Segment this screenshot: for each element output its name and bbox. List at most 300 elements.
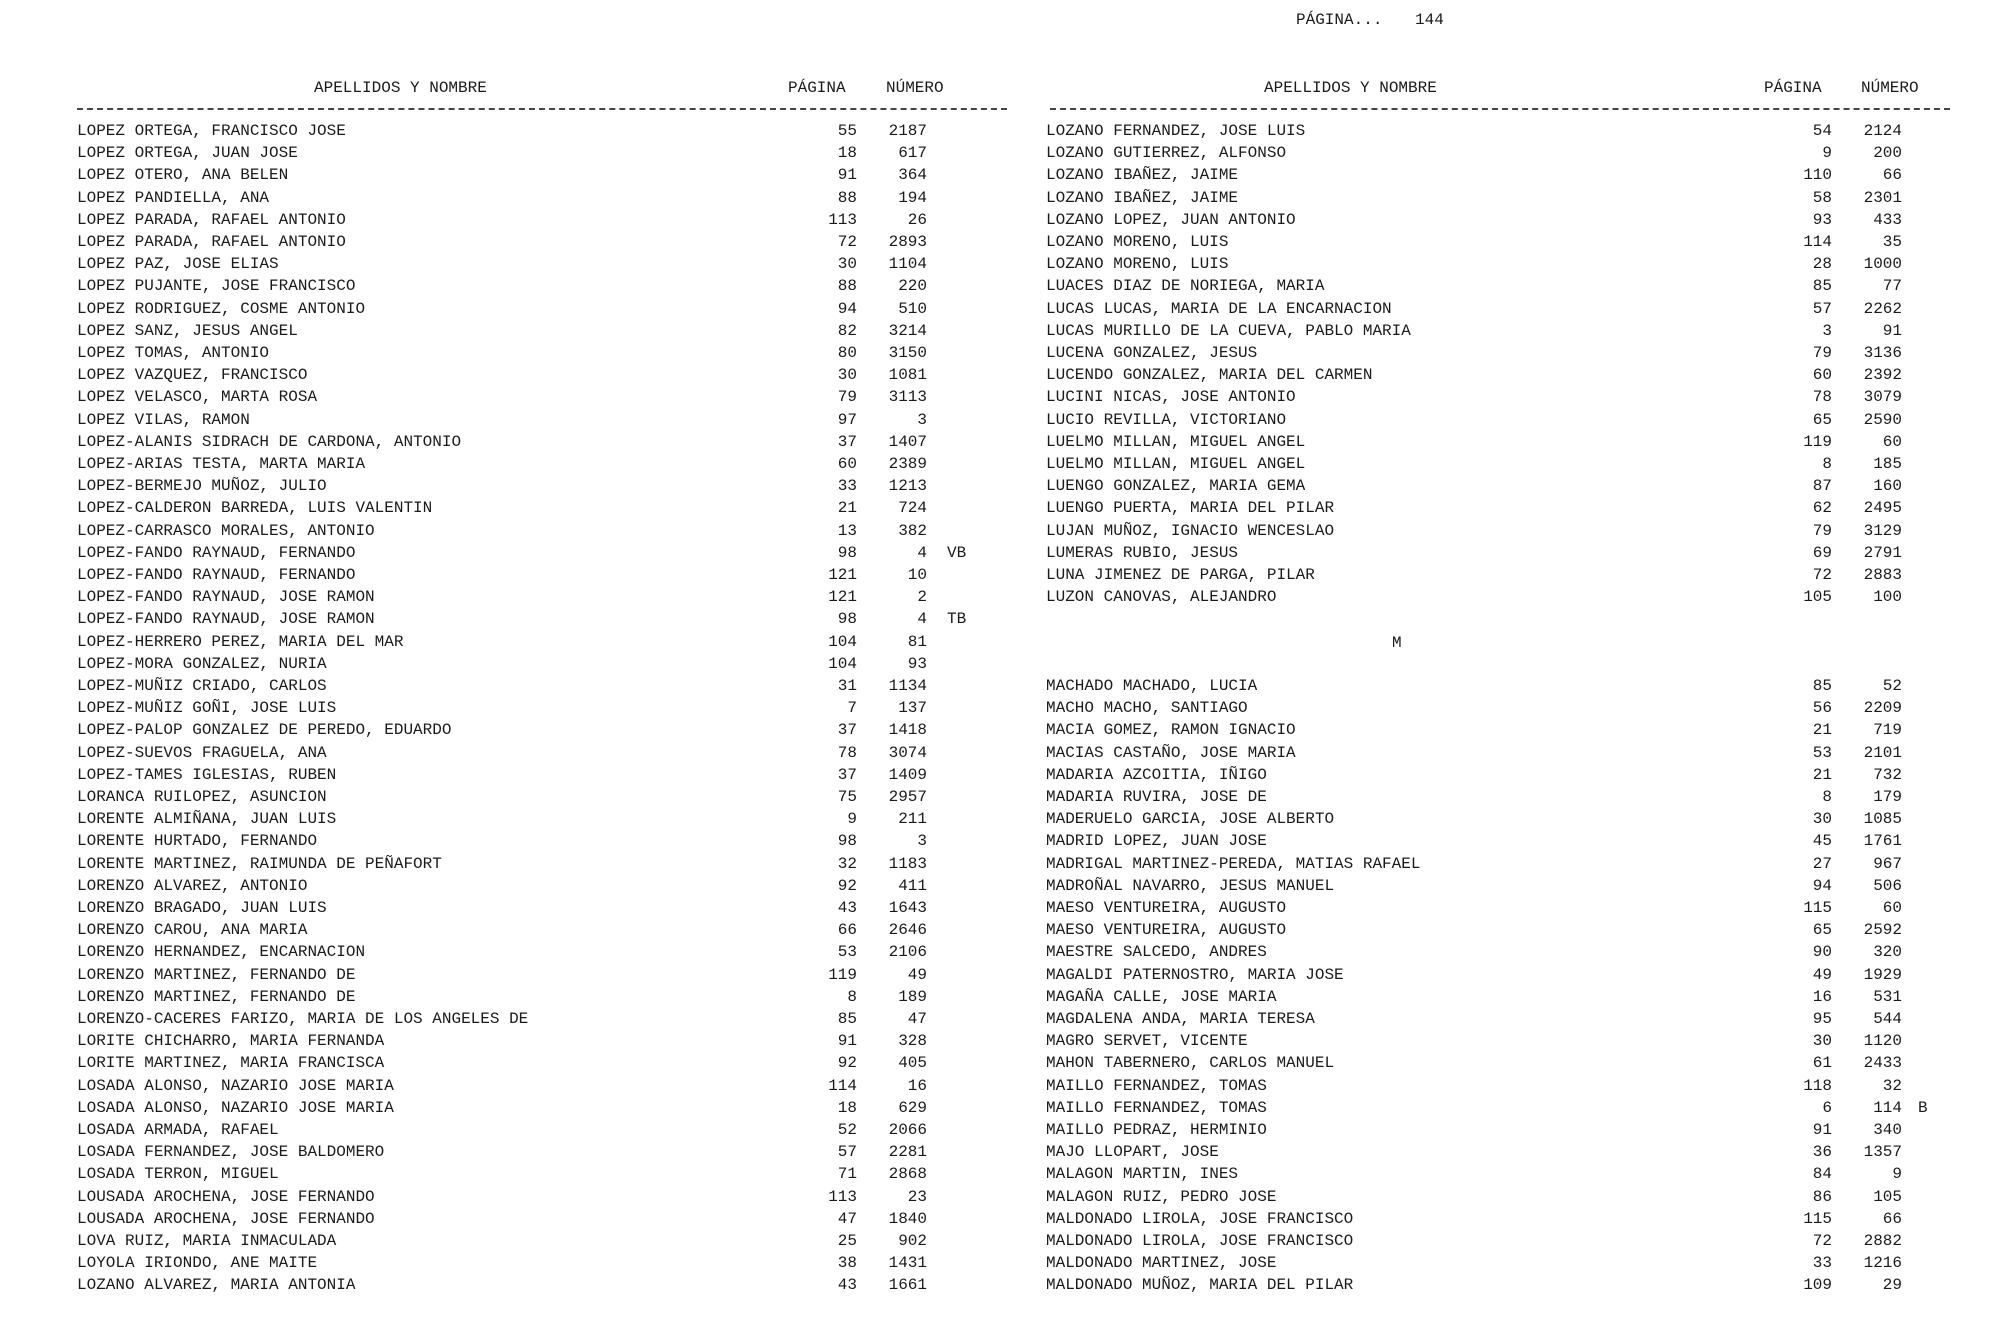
entry-numero: 732 xyxy=(1873,765,1902,784)
entry-numero: 194 xyxy=(898,188,927,207)
entry-suffix: B xyxy=(1918,1098,1928,1117)
entry-pagina: 21 xyxy=(1812,765,1832,784)
entry-name: LUCIO REVILLA, VICTORIANO xyxy=(1046,410,1287,429)
entry-numero: 200 xyxy=(1873,144,1902,163)
entry-name: LOPEZ-ARIAS TESTA, MARTA MARIA xyxy=(77,455,366,473)
entry-numero: 719 xyxy=(1873,721,1902,740)
left-header-divider xyxy=(77,108,1007,110)
entry-pagina: 104 xyxy=(828,632,857,651)
entry-pagina: 45 xyxy=(1812,832,1832,851)
entry-pagina: 115 xyxy=(1803,1209,1832,1228)
entry-numero: 2066 xyxy=(888,1121,927,1139)
entry-name: LOPEZ TOMAS, ANTONIO xyxy=(77,344,270,362)
entry-pagina: 32 xyxy=(837,854,857,873)
left-header-name: APELLIDOS Y NOMBRE xyxy=(314,79,487,97)
entry-pagina: 71 xyxy=(837,1165,857,1184)
entry-name: LOPEZ-ALANIS SIDRACH DE CARDONA, ANTONIO xyxy=(77,432,462,451)
entry-name: MAGALDI PATERNOSTRO, MARIA JOSE xyxy=(1046,965,1344,984)
entry-name: MALDONADO MARTINEZ, JOSE xyxy=(1046,1254,1277,1273)
entry-pagina: 56 xyxy=(1812,699,1832,718)
entry-name: MAESO VENTUREIRA, AUGUSTO xyxy=(1046,921,1287,940)
entry-name: MADARIA RUVIRA, JOSE DE xyxy=(1046,788,1267,806)
entry-numero: 2590 xyxy=(1863,410,1902,429)
entry-pagina: 66 xyxy=(837,921,857,940)
entry-name: LORENZO CAROU, ANA MARIA xyxy=(77,921,308,940)
entry-numero: 52 xyxy=(1882,677,1902,695)
page-header-label: PÁGINA... xyxy=(1296,11,1383,29)
left-header-numero: NÚMERO xyxy=(886,79,944,97)
entry-pagina: 43 xyxy=(837,899,857,917)
entry-pagina: 72 xyxy=(1812,566,1832,584)
entry-pagina: 8 xyxy=(1822,455,1832,473)
entry-name: LOUSADA AROCHENA, JOSE FERNANDO xyxy=(77,1209,375,1228)
entry-pagina: 87 xyxy=(1812,477,1832,496)
entry-numero: 902 xyxy=(898,1232,927,1250)
entry-pagina: 65 xyxy=(1812,410,1832,429)
entry-numero: 1104 xyxy=(888,255,927,274)
entry-numero: 60 xyxy=(1882,432,1902,451)
entry-numero: 510 xyxy=(898,299,927,318)
entry-name: LORENZO ALVAREZ, ANTONIO xyxy=(77,876,308,895)
entry-name: LORENTE HURTADO, FERNANDO xyxy=(77,832,318,851)
entry-name: MADRIGAL MARTINEZ-PEREDA, MATIAS RAFAEL xyxy=(1046,854,1421,873)
entry-pagina: 30 xyxy=(1812,810,1832,829)
entry-pagina: 79 xyxy=(1812,521,1832,540)
entry-pagina: 53 xyxy=(1812,743,1832,762)
entry-name: LUZON CANOVAS, ALEJANDRO xyxy=(1046,588,1277,607)
entry-numero: 60 xyxy=(1882,899,1902,917)
entry-pagina: 9 xyxy=(847,810,857,829)
entry-pagina: 91 xyxy=(1812,1121,1832,1139)
left-header-pagina: PÁGINA xyxy=(788,79,846,97)
entry-numero: 220 xyxy=(898,277,927,296)
entry-pagina: 92 xyxy=(837,1054,857,1073)
entry-name: LOPEZ-FANDO RAYNAUD, FERNANDO xyxy=(77,543,356,562)
entry-name: LUNA JIMENEZ DE PARGA, PILAR xyxy=(1046,566,1315,584)
page-number: 144 xyxy=(1415,11,1444,29)
entry-numero: 1409 xyxy=(888,765,927,784)
entry-name: LOPEZ ORTEGA, FRANCISCO JOSE xyxy=(77,122,346,140)
entry-name: LOZANO FERNANDEZ, JOSE LUIS xyxy=(1046,122,1306,140)
entry-pagina: 13 xyxy=(837,521,857,540)
entry-pagina: 54 xyxy=(1812,122,1832,140)
entry-pagina: 3 xyxy=(1822,321,1832,340)
entry-numero: 2101 xyxy=(1863,743,1902,762)
entry-numero: 26 xyxy=(907,210,927,229)
entry-pagina: 88 xyxy=(837,277,857,296)
entry-name: LUACES DIAZ DE NORIEGA, MARIA xyxy=(1046,277,1325,296)
entry-numero: 77 xyxy=(1882,277,1902,296)
entry-pagina: 8 xyxy=(847,987,857,1006)
entry-numero: 382 xyxy=(898,521,927,540)
entry-numero: 1929 xyxy=(1863,965,1902,984)
entry-name: LUELMO MILLAN, MIGUEL ANGEL xyxy=(1046,455,1306,473)
entry-name: MAESO VENTUREIRA, AUGUSTO xyxy=(1046,899,1287,917)
entry-pagina: 9 xyxy=(1822,144,1832,163)
entry-name: LOPEZ-HERRERO PEREZ, MARIA DEL MAR xyxy=(77,632,404,651)
entry-numero: 179 xyxy=(1873,788,1902,806)
entry-numero: 2281 xyxy=(888,1143,927,1162)
entry-pagina: 79 xyxy=(1812,344,1832,362)
entry-pagina: 85 xyxy=(1812,277,1832,296)
entry-numero: 2883 xyxy=(1863,566,1902,584)
entry-pagina: 79 xyxy=(837,388,857,407)
entry-numero: 185 xyxy=(1873,455,1902,473)
entry-numero: 411 xyxy=(898,876,927,895)
entry-numero: 2882 xyxy=(1863,1232,1902,1250)
entry-name: LOPEZ-CALDERON BARREDA, LUIS VALENTIN xyxy=(77,499,433,518)
entry-pagina: 57 xyxy=(1812,299,1832,318)
entry-numero: 114 xyxy=(1873,1098,1902,1117)
entry-pagina: 93 xyxy=(1812,210,1832,229)
entry-pagina: 84 xyxy=(1812,1165,1832,1184)
entry-numero: 405 xyxy=(898,1054,927,1073)
entry-name: LUCAS MURILLO DE LA CUEVA, PABLO MARIA xyxy=(1046,321,1411,340)
entry-name: LUMERAS RUBIO, JESUS xyxy=(1046,543,1239,562)
entry-numero: 10 xyxy=(907,566,927,584)
entry-name: MAGAÑA CALLE, JOSE MARIA xyxy=(1046,987,1277,1006)
entry-pagina: 62 xyxy=(1812,499,1832,518)
entry-name: LOZANO LOPEZ, JUAN ANTONIO xyxy=(1046,210,1296,229)
entry-pagina: 80 xyxy=(837,344,857,362)
entry-pagina: 88 xyxy=(837,188,857,207)
entry-name: MALDONADO MUÑOZ, MARIA DEL PILAR xyxy=(1046,1276,1354,1295)
entry-name: MADRID LOPEZ, JUAN JOSE xyxy=(1046,832,1267,851)
entry-name: MAJO LLOPART, JOSE xyxy=(1046,1143,1219,1162)
entry-name: MAGDALENA ANDA, MARIA TERESA xyxy=(1046,1010,1315,1028)
entry-name: LOPEZ ORTEGA, JUAN JOSE xyxy=(77,144,298,163)
entry-name: LORITE CHICHARRO, MARIA FERNANDA xyxy=(77,1032,385,1051)
entry-pagina: 25 xyxy=(837,1232,857,1250)
entry-name: LUCAS LUCAS, MARIA DE LA ENCARNACION xyxy=(1046,299,1392,318)
entry-name: MALAGON MARTIN, INES xyxy=(1046,1165,1239,1184)
entry-numero: 3214 xyxy=(888,321,927,340)
entry-pagina: 78 xyxy=(1812,388,1832,407)
entry-name: LOPEZ-TAMES IGLESIAS, RUBEN xyxy=(77,765,337,784)
entry-name: MAHON TABERNERO, CARLOS MANUEL xyxy=(1046,1054,1335,1073)
entry-numero: 1418 xyxy=(888,721,927,740)
entry-pagina: 121 xyxy=(828,566,857,584)
entry-numero: 531 xyxy=(1873,987,1902,1006)
entry-numero: 328 xyxy=(898,1032,927,1051)
entry-numero: 9 xyxy=(1892,1165,1902,1184)
entry-pagina: 113 xyxy=(828,210,857,229)
entry-name: LORENTE MARTINEZ, RAIMUNDA DE PEÑAFORT xyxy=(77,854,442,873)
entry-pagina: 98 xyxy=(837,610,857,629)
entry-numero: 47 xyxy=(907,1010,927,1028)
entry-name: LOZANO GUTIERREZ, ALFONSO xyxy=(1046,144,1287,163)
entry-pagina: 75 xyxy=(837,788,857,806)
entry-numero: 137 xyxy=(898,699,927,718)
entry-numero: 2868 xyxy=(888,1165,927,1184)
entry-name: LOSADA ALONSO, NAZARIO JOSE MARIA xyxy=(77,1098,394,1117)
entry-numero: 1134 xyxy=(888,677,927,695)
entry-pagina: 61 xyxy=(1812,1054,1832,1073)
entry-name: LOSADA ARMADA, RAFAEL xyxy=(77,1121,279,1139)
entry-name: MAESTRE SALCEDO, ANDRES xyxy=(1046,943,1267,962)
entry-name: MADERUELO GARCIA, JOSE ALBERTO xyxy=(1046,810,1335,829)
entry-pagina: 60 xyxy=(1812,366,1832,385)
entry-numero: 2262 xyxy=(1863,299,1902,318)
entry-numero: 189 xyxy=(898,987,927,1006)
entry-name: LORENZO MARTINEZ, FERNANDO DE xyxy=(77,987,356,1006)
entry-numero: 506 xyxy=(1873,876,1902,895)
entry-name: MACHADO MACHADO, LUCIA xyxy=(1046,677,1258,695)
entry-numero: 3129 xyxy=(1863,521,1902,540)
entry-pagina: 47 xyxy=(837,1209,857,1228)
entry-pagina: 113 xyxy=(828,1187,857,1206)
entry-pagina: 38 xyxy=(837,1254,857,1273)
entry-numero: 340 xyxy=(1873,1121,1902,1139)
entry-name: LORENZO MARTINEZ, FERNANDO DE xyxy=(77,965,356,984)
entry-numero: 4 xyxy=(917,610,927,629)
entry-numero: 1407 xyxy=(888,432,927,451)
entry-name: LOPEZ PAZ, JOSE ELIAS xyxy=(77,255,279,274)
entry-numero: 2392 xyxy=(1863,366,1902,385)
entry-numero: 1183 xyxy=(888,854,927,873)
entry-name: MAGRO SERVET, VICENTE xyxy=(1046,1032,1248,1051)
entry-name: LORENZO-CACERES FARIZO, MARIA DE LOS ANGELES DE xyxy=(77,1010,529,1028)
entry-numero: 3074 xyxy=(888,743,927,762)
entry-name: LOPEZ RODRIGUEZ, COSME ANTONIO xyxy=(77,299,366,318)
entry-pagina: 55 xyxy=(837,122,857,140)
entry-numero: 2592 xyxy=(1863,921,1902,940)
entry-numero: 2893 xyxy=(888,233,927,251)
entry-numero: 1081 xyxy=(888,366,927,385)
entry-name: LOPEZ VELASCO, MARTA ROSA xyxy=(77,388,318,407)
entry-numero: 2124 xyxy=(1863,122,1902,140)
entry-pagina: 27 xyxy=(1812,854,1832,873)
entry-pagina: 94 xyxy=(837,299,857,318)
entry-numero: 3079 xyxy=(1863,388,1902,407)
entry-numero: 544 xyxy=(1873,1010,1902,1028)
entry-pagina: 65 xyxy=(1812,921,1832,940)
entry-numero: 32 xyxy=(1882,1076,1902,1095)
entry-numero: 320 xyxy=(1873,943,1902,962)
entry-pagina: 7 xyxy=(847,699,857,718)
entry-numero: 2791 xyxy=(1863,543,1902,562)
entry-pagina: 115 xyxy=(1803,899,1832,917)
entry-pagina: 110 xyxy=(1803,166,1832,185)
entry-pagina: 21 xyxy=(837,499,857,518)
entry-pagina: 53 xyxy=(837,943,857,962)
entry-pagina: 109 xyxy=(1803,1276,1832,1295)
entry-pagina: 78 xyxy=(837,743,857,762)
section-letter-m: M xyxy=(1392,634,1402,652)
entry-numero: 3150 xyxy=(888,344,927,362)
entry-numero: 3136 xyxy=(1863,344,1902,362)
entry-numero: 105 xyxy=(1873,1187,1902,1206)
entry-numero: 91 xyxy=(1882,321,1902,340)
entry-name: LOPEZ-SUEVOS FRAGUELA, ANA xyxy=(77,743,327,762)
entry-pagina: 114 xyxy=(1803,233,1832,251)
entry-name: MALDONADO LIROLA, JOSE FRANCISCO xyxy=(1046,1209,1354,1228)
entry-name: LUELMO MILLAN, MIGUEL ANGEL xyxy=(1046,432,1306,451)
entry-numero: 2495 xyxy=(1863,499,1902,518)
entry-numero: 3113 xyxy=(888,388,927,407)
right-header-divider xyxy=(1050,108,1950,110)
entry-numero: 66 xyxy=(1882,1209,1902,1228)
entry-numero: 1840 xyxy=(888,1209,927,1228)
entry-numero: 1357 xyxy=(1863,1143,1902,1162)
entry-name: LORENZO BRAGADO, JUAN LUIS xyxy=(77,899,327,917)
entry-pagina: 37 xyxy=(837,765,857,784)
entry-pagina: 18 xyxy=(837,1098,857,1117)
right-header-pagina: PÁGINA xyxy=(1764,79,1822,97)
entry-name: LOPEZ PUJANTE, JOSE FRANCISCO xyxy=(77,277,356,296)
entry-name: LOZANO IBAÑEZ, JAIME xyxy=(1046,188,1239,207)
entry-numero: 100 xyxy=(1873,588,1902,607)
entry-numero: 49 xyxy=(907,965,927,984)
entry-name: LOUSADA AROCHENA, JOSE FERNANDO xyxy=(77,1187,375,1206)
entry-numero: 160 xyxy=(1873,477,1902,496)
entry-pagina: 114 xyxy=(828,1076,857,1095)
entry-name: LORENTE ALMIÑANA, JUAN LUIS xyxy=(77,810,337,829)
right-header-name: APELLIDOS Y NOMBRE xyxy=(1264,79,1437,97)
entry-numero: 2 xyxy=(917,588,927,607)
entry-name: LORENZO HERNANDEZ, ENCARNACION xyxy=(77,943,366,962)
entry-pagina: 98 xyxy=(837,543,857,562)
entry-numero: 1661 xyxy=(888,1276,927,1295)
entry-name: LOPEZ-MORA GONZALEZ, NURIA xyxy=(77,654,327,673)
entry-name: LUCENDO GONZALEZ, MARIA DEL CARMEN xyxy=(1046,366,1373,385)
entry-numero: 1761 xyxy=(1863,832,1902,851)
entry-pagina: 21 xyxy=(1812,721,1832,740)
entry-name: MACIA GOMEZ, RAMON IGNACIO xyxy=(1046,721,1296,740)
entry-name: LUENGO PUERTA, MARIA DEL PILAR xyxy=(1046,499,1335,518)
entry-numero: 1431 xyxy=(888,1254,927,1273)
entry-pagina: 95 xyxy=(1812,1010,1832,1028)
entry-pagina: 30 xyxy=(837,255,857,274)
entry-numero: 433 xyxy=(1873,210,1902,229)
entry-pagina: 58 xyxy=(1812,188,1832,207)
entry-pagina: 60 xyxy=(837,455,857,473)
entry-name: LOPEZ-CARRASCO MORALES, ANTONIO xyxy=(77,521,375,540)
entry-numero: 2106 xyxy=(888,943,927,962)
entry-pagina: 119 xyxy=(1803,432,1832,451)
entry-name: LOPEZ-FANDO RAYNAUD, JOSE RAMON xyxy=(77,610,375,629)
entry-name: LOZANO ALVAREZ, MARIA ANTONIA xyxy=(77,1276,356,1295)
entry-numero: 4 xyxy=(917,543,927,562)
entry-name: LOSADA ALONSO, NAZARIO JOSE MARIA xyxy=(77,1076,394,1095)
entry-pagina: 119 xyxy=(828,965,857,984)
entry-name: LOPEZ-PALOP GONZALEZ DE PEREDO, EDUARDO xyxy=(77,721,452,740)
entry-name: MAILLO PEDRAZ, HERMINIO xyxy=(1046,1121,1267,1139)
entry-name: LOPEZ-MUÑIZ CRIADO, CARLOS xyxy=(77,677,327,695)
entry-name: MALDONADO LIROLA, JOSE FRANCISCO xyxy=(1046,1232,1354,1250)
entry-name: LOPEZ OTERO, ANA BELEN xyxy=(77,166,289,185)
entry-pagina: 31 xyxy=(837,677,857,695)
entry-pagina: 91 xyxy=(837,166,857,185)
entry-name: LOSADA FERNANDEZ, JOSE BALDOMERO xyxy=(77,1143,385,1162)
entry-numero: 3 xyxy=(917,832,927,851)
entry-numero: 2301 xyxy=(1863,188,1902,207)
entry-numero: 211 xyxy=(898,810,927,829)
entry-numero: 1000 xyxy=(1863,255,1902,274)
entry-name: LOPEZ VAZQUEZ, FRANCISCO xyxy=(77,366,308,385)
entry-name: LOSADA TERRON, MIGUEL xyxy=(77,1165,279,1184)
entry-name: LOPEZ SANZ, JESUS ANGEL xyxy=(77,321,298,340)
entry-suffix: VB xyxy=(947,543,967,562)
entry-pagina: 86 xyxy=(1812,1187,1832,1206)
entry-pagina: 121 xyxy=(828,588,857,607)
entry-numero: 1213 xyxy=(888,477,927,496)
entry-name: LOZANO MORENO, LUIS xyxy=(1046,255,1229,274)
entry-numero: 1643 xyxy=(888,899,927,917)
entry-name: LOVA RUIZ, MARIA INMACULADA xyxy=(77,1232,337,1250)
entry-pagina: 43 xyxy=(837,1276,857,1295)
entry-name: LOPEZ PARADA, RAFAEL ANTONIO xyxy=(77,233,346,251)
entry-numero: 2646 xyxy=(888,921,927,940)
entry-numero: 81 xyxy=(907,632,927,651)
entry-pagina: 36 xyxy=(1812,1143,1832,1162)
entry-numero: 1120 xyxy=(1863,1032,1902,1051)
entry-pagina: 85 xyxy=(1812,677,1832,695)
entry-pagina: 33 xyxy=(837,477,857,496)
entry-name: LOZANO MORENO, LUIS xyxy=(1046,233,1229,251)
entry-name: LOPEZ-MUÑIZ GOÑI, JOSE LUIS xyxy=(77,699,337,718)
entry-name: MADROÑAL NAVARRO, JESUS MANUEL xyxy=(1046,876,1335,895)
entry-pagina: 105 xyxy=(1803,588,1832,607)
entry-name: LORANCA RUILOPEZ, ASUNCION xyxy=(77,788,327,806)
entry-numero: 364 xyxy=(898,166,927,185)
entry-numero: 3 xyxy=(917,410,927,429)
entry-numero: 2433 xyxy=(1863,1054,1902,1073)
entry-pagina: 33 xyxy=(1812,1254,1832,1273)
entry-numero: 35 xyxy=(1882,233,1902,251)
entry-pagina: 118 xyxy=(1803,1076,1832,1095)
entry-pagina: 90 xyxy=(1812,943,1832,962)
entry-pagina: 94 xyxy=(1812,876,1832,895)
entry-pagina: 52 xyxy=(837,1121,857,1139)
right-header-numero: NÚMERO xyxy=(1861,79,1919,97)
entry-numero: 2187 xyxy=(888,122,927,140)
entry-pagina: 49 xyxy=(1812,965,1832,984)
entry-numero: 23 xyxy=(907,1187,927,1206)
entry-numero: 66 xyxy=(1882,166,1902,185)
entry-numero: 29 xyxy=(1882,1276,1902,1295)
entry-numero: 93 xyxy=(907,654,927,673)
entry-numero: 617 xyxy=(898,144,927,163)
entry-name: LUCINI NICAS, JOSE ANTONIO xyxy=(1046,388,1296,407)
entry-pagina: 30 xyxy=(837,366,857,385)
entry-pagina: 37 xyxy=(837,721,857,740)
entry-pagina: 85 xyxy=(837,1010,857,1028)
entry-name: MACIAS CASTAÑO, JOSE MARIA xyxy=(1046,743,1296,762)
entry-name: LOPEZ PANDIELLA, ANA xyxy=(77,188,270,207)
entry-name: MACHO MACHO, SANTIAGO xyxy=(1046,699,1248,718)
entry-name: MAILLO FERNANDEZ, TOMAS xyxy=(1046,1098,1267,1117)
entry-pagina: 8 xyxy=(1822,788,1832,806)
entry-name: LOPEZ-FANDO RAYNAUD, JOSE RAMON xyxy=(77,588,375,607)
entry-suffix: TB xyxy=(947,610,967,629)
entry-name: LOPEZ-FANDO RAYNAUD, FERNANDO xyxy=(77,566,356,584)
entry-numero: 16 xyxy=(907,1076,927,1095)
entry-name: LOZANO IBAÑEZ, JAIME xyxy=(1046,166,1239,185)
entry-pagina: 18 xyxy=(837,144,857,163)
entry-numero: 724 xyxy=(898,499,927,518)
entry-name: LOYOLA IRIONDO, ANE MAITE xyxy=(77,1254,318,1273)
entry-pagina: 16 xyxy=(1812,987,1832,1006)
entry-numero: 629 xyxy=(898,1098,927,1117)
entry-name: LUCENA GONZALEZ, JESUS xyxy=(1046,344,1258,362)
entry-numero: 2957 xyxy=(888,788,927,806)
entry-pagina: 30 xyxy=(1812,1032,1832,1051)
entry-numero: 2389 xyxy=(888,455,927,473)
entry-name: LOPEZ-BERMEJO MUÑOZ, JULIO xyxy=(77,477,327,496)
entry-pagina: 28 xyxy=(1812,255,1832,274)
entry-name: MADARIA AZCOITIA, IÑIGO xyxy=(1046,765,1267,784)
